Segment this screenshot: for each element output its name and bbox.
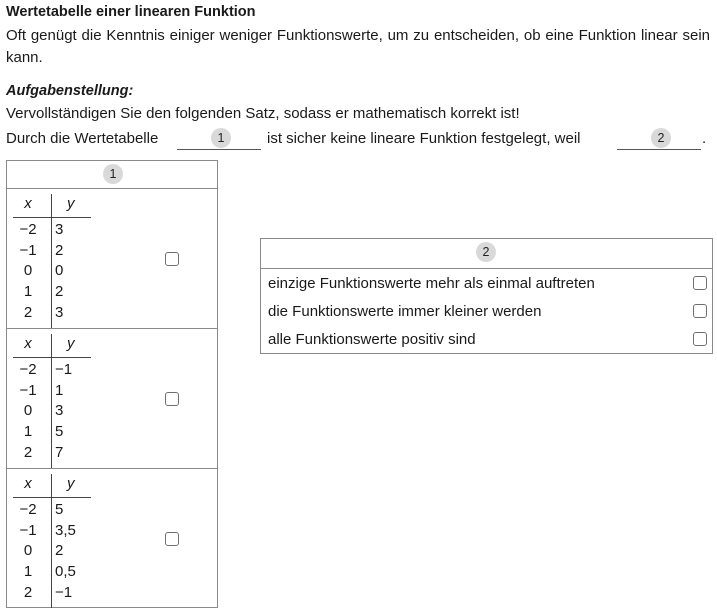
cell-x: 1	[23, 563, 33, 580]
reason-option-label: die Funktionswerte immer kleiner werden	[268, 303, 542, 320]
table-divider	[13, 357, 91, 358]
cell-x: 2	[23, 444, 33, 461]
cell-x: 0	[23, 542, 33, 559]
cell-y: 5	[55, 423, 64, 440]
reason-option-label: einzige Funktionswerte mehr als einmal auftreten	[268, 275, 595, 292]
sentence-end: .	[702, 130, 707, 147]
sentence-part1: Durch die Wertetabelle	[6, 130, 159, 147]
options-box-1-header	[7, 161, 217, 189]
option-checkbox[interactable]	[165, 392, 179, 406]
cell-x: −1	[19, 242, 37, 259]
column-header-y: y	[67, 195, 75, 212]
table-divider	[51, 194, 52, 328]
gap-2[interactable]	[617, 128, 701, 150]
cell-y: 2	[55, 242, 64, 259]
option-checkbox[interactable]	[693, 332, 707, 346]
cell-y: 3	[55, 304, 64, 321]
option-checkbox[interactable]	[165, 532, 179, 546]
cell-y: 7	[55, 444, 64, 461]
value-table-option[interactable]	[7, 189, 217, 329]
cell-x: 0	[23, 402, 33, 419]
reason-option[interactable]	[261, 269, 712, 297]
options-box-2-badge: 2	[476, 242, 496, 262]
cell-y: 5	[55, 501, 64, 518]
table-divider	[13, 497, 91, 498]
cell-y: 2	[55, 542, 64, 559]
cell-x: 0	[23, 262, 33, 279]
cell-x: −1	[19, 382, 37, 399]
reason-option[interactable]	[261, 297, 712, 325]
option-checkbox[interactable]	[165, 252, 179, 266]
cell-y: 3,5	[55, 522, 76, 539]
value-table-option[interactable]	[7, 329, 217, 469]
options-box-2	[260, 238, 713, 354]
table-divider	[13, 217, 91, 218]
cell-y: 2	[55, 283, 64, 300]
column-header-x: x	[24, 335, 32, 352]
page-title: Wertetabelle einer linearen Funktion	[6, 4, 256, 20]
reason-option[interactable]	[261, 325, 712, 353]
cell-x: −2	[19, 361, 37, 378]
table-divider	[51, 474, 52, 608]
cell-y: 3	[55, 402, 64, 419]
option-checkbox[interactable]	[693, 276, 707, 290]
reason-option-label: alle Funktionswerte positiv sind	[268, 331, 476, 348]
cell-x: 1	[23, 283, 33, 300]
cell-y: −1	[55, 584, 73, 601]
task-heading: Aufgabenstellung:	[6, 83, 134, 99]
column-header-x: x	[24, 195, 32, 212]
cell-x: −2	[19, 221, 37, 238]
options-box-2-header	[261, 239, 712, 269]
column-header-x: x	[24, 475, 32, 492]
gap-2-badge: 2	[651, 128, 671, 148]
option-checkbox[interactable]	[693, 304, 707, 318]
intro-text: Oft genügt die Kenntnis einiger weniger Funktionswerte, um zu entscheiden, ob eine Funktion linear sein kann.	[6, 27, 710, 66]
options-box-1	[6, 160, 218, 608]
gap-1[interactable]	[177, 128, 261, 150]
column-header-y: y	[67, 475, 75, 492]
instruction-text: Vervollständigen Sie den folgenden Satz, sodass er mathematisch korrekt ist!	[6, 105, 520, 122]
value-table-option[interactable]	[7, 469, 217, 608]
options-box-1-badge: 1	[103, 164, 123, 184]
cell-y: 0,5	[55, 563, 76, 580]
cell-y: 1	[55, 382, 64, 399]
cell-x: 2	[23, 584, 33, 601]
cell-x: 1	[23, 423, 33, 440]
cell-y: 3	[55, 221, 64, 238]
cell-x: 2	[23, 304, 33, 321]
sentence-part2: ist sicher keine lineare Funktion festgelegt, weil	[267, 130, 581, 147]
cell-y: 0	[55, 262, 64, 279]
column-header-y: y	[67, 335, 75, 352]
gap-1-badge: 1	[211, 128, 231, 148]
cell-y: −1	[55, 361, 73, 378]
cell-x: −1	[19, 522, 37, 539]
table-divider	[51, 334, 52, 468]
cell-x: −2	[19, 501, 37, 518]
